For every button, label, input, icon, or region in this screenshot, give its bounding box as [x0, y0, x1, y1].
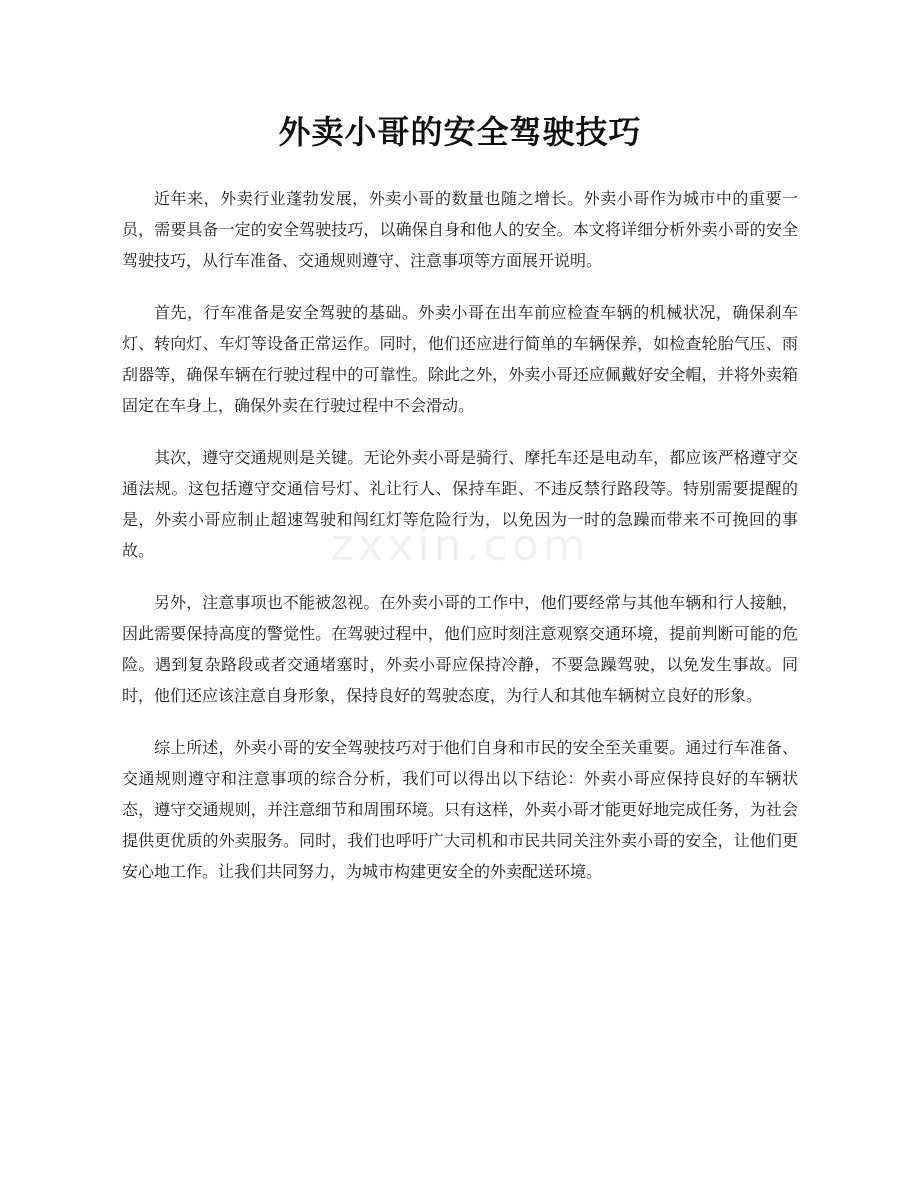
paragraph-preparation: 首先，行车准备是安全驾驶的基础。外卖小哥在出车前应检查车辆的机械状况，确保刹车灯、转向灯、车灯等设备正常运作。同时，他们还应进行简单的车辆保养，如检查轮胎气压、雨刮器等，确保车辆在行驶过程中的可靠性。除此之外，外卖小哥还应佩戴好安全帽，并将外卖箱固定在车身上，确保外卖在行驶过程中不会滑动。 — [122, 303, 798, 415]
document-body — [122, 183, 798, 908]
paragraph-intro: 近年来，外卖行业蓬勃发展，外卖小哥的数量也随之增长。外卖小哥作为城市中的重要一员，需要具备一定的安全驾驶技巧，以确保自身和他人的安全。本文将详细分析外卖小哥的安全驾驶技巧，从行车准备、交通规则遵守、注意事项等方面展开说明。 — [122, 189, 798, 270]
paragraph-precautions: 另外，注意事项也不能被忽视。在外卖小哥的工作中，他们要经常与其他车辆和行人接触，因此需要保持高度的警觉性。在驾驶过程中，他们应时刻注意观察交通环境，提前判断可能的危险。遇到复杂路段或者交通堵塞时，外卖小哥应保持冷静，不要急躁驾驶，以免发生事故。同时，他们还应该注意自身形象，保持良好的驾驶态度，为行人和其他车辆树立良好的形象。 — [122, 593, 798, 705]
document-title: 外卖小哥的安全驾驶技巧 — [278, 113, 642, 151]
watermark: zxxin.com — [330, 520, 590, 571]
paragraph-conclusion: 综上所述，外卖小哥的安全驾驶技巧对于他们自身和市民的安全至关重要。通过行车准备、交通规则遵守和注意事项的综合分析，我们可以得出以下结论：外卖小哥应保持良好的车辆状态，遵守交通规则，并注意细节和周围环境。只有这样，外卖小哥才能更好地完成任务，为社会提供更优质的外卖服务。同时，我们也呼吁广大司机和市民共同关注外卖小哥的安全，让他们更安心地工作。让我们共同努力，为城市构建更安全的外卖配送环境。 — [122, 738, 798, 881]
paragraph-traffic-rules: 其次，遵守交通规则是关键。无论外卖小哥是骑行、摩托车还是电动车，都应该严格遵守交通法规。这包括遵守交通信号灯、礼让行人、保持车距、不违反禁行路段等。特别需要提醒的是，外卖小哥应制止超速驾驶和闯红灯等危险行为，以免因为一时的急躁而带来不可挽回的事故。 — [122, 448, 798, 560]
